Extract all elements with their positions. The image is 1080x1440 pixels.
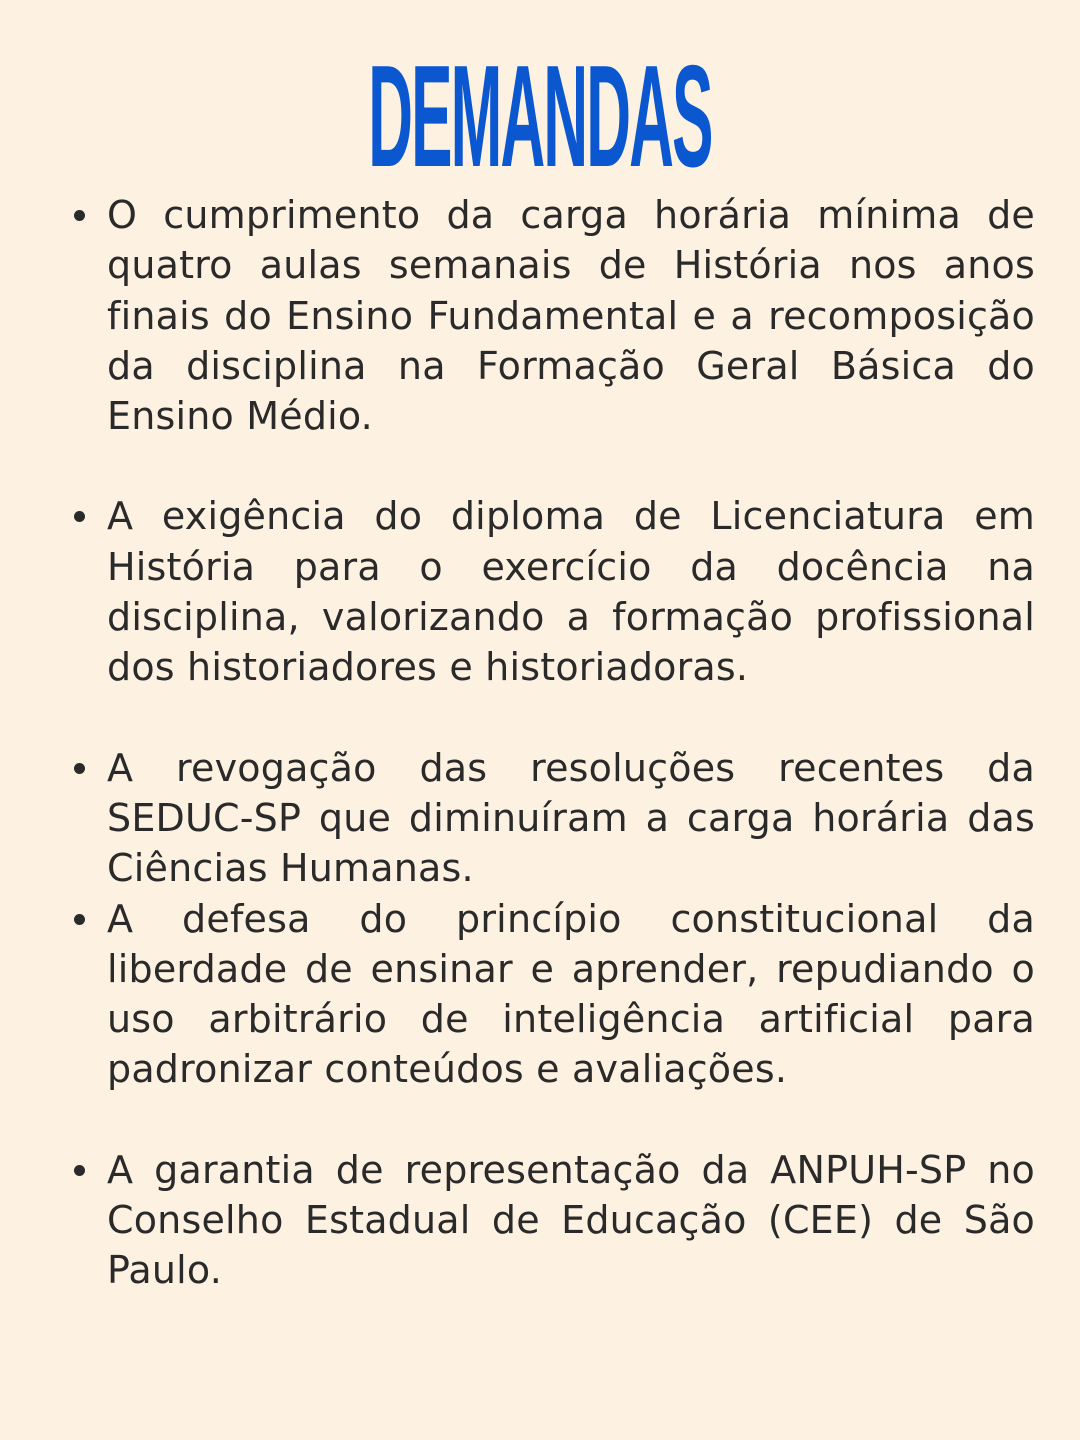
list-item (70, 743, 1035, 894)
list-item (70, 1145, 1035, 1296)
list-item (70, 894, 1035, 1095)
list-item (70, 190, 1035, 441)
bullet-icon (74, 210, 85, 221)
list-item-text: O cumprimento da carga horária mínima de quatro aulas semanais de História nos anos finais do Ensino Fundamental e a recomposição da disciplina na Formação Geral Básica do Ensino Médio. (107, 193, 1035, 439)
list-item-text: A defesa do princípio constitucional da liberdade de ensinar e aprender, repudiando o uso arbitrário de inteligência artificial para padronizar conteúdos e avaliações. (107, 896, 1035, 1092)
demands-list (70, 190, 1035, 1296)
bullet-icon (74, 914, 85, 925)
page-title: DEMANDAS (368, 35, 712, 198)
list-item-text: A garantia de representação da ANPUH-SP no Conselho Estadual de Educação (CEE) de São Paulo. (107, 1147, 1035, 1293)
bullet-icon (74, 1165, 85, 1176)
title-container (0, 8, 1080, 198)
bullet-icon (74, 763, 85, 774)
list-item-text: A exigência do diploma de Licenciatura em História para o exercício da docência na disciplina, valorizando a formação profissional dos historiadores e historiadoras. (107, 494, 1035, 690)
list-item (70, 491, 1035, 692)
bullet-icon (74, 511, 85, 522)
list-item-text: A revogação das resoluções recentes da SEDUC-SP que diminuíram a carga horária das Ciências Humanas. (107, 745, 1035, 891)
